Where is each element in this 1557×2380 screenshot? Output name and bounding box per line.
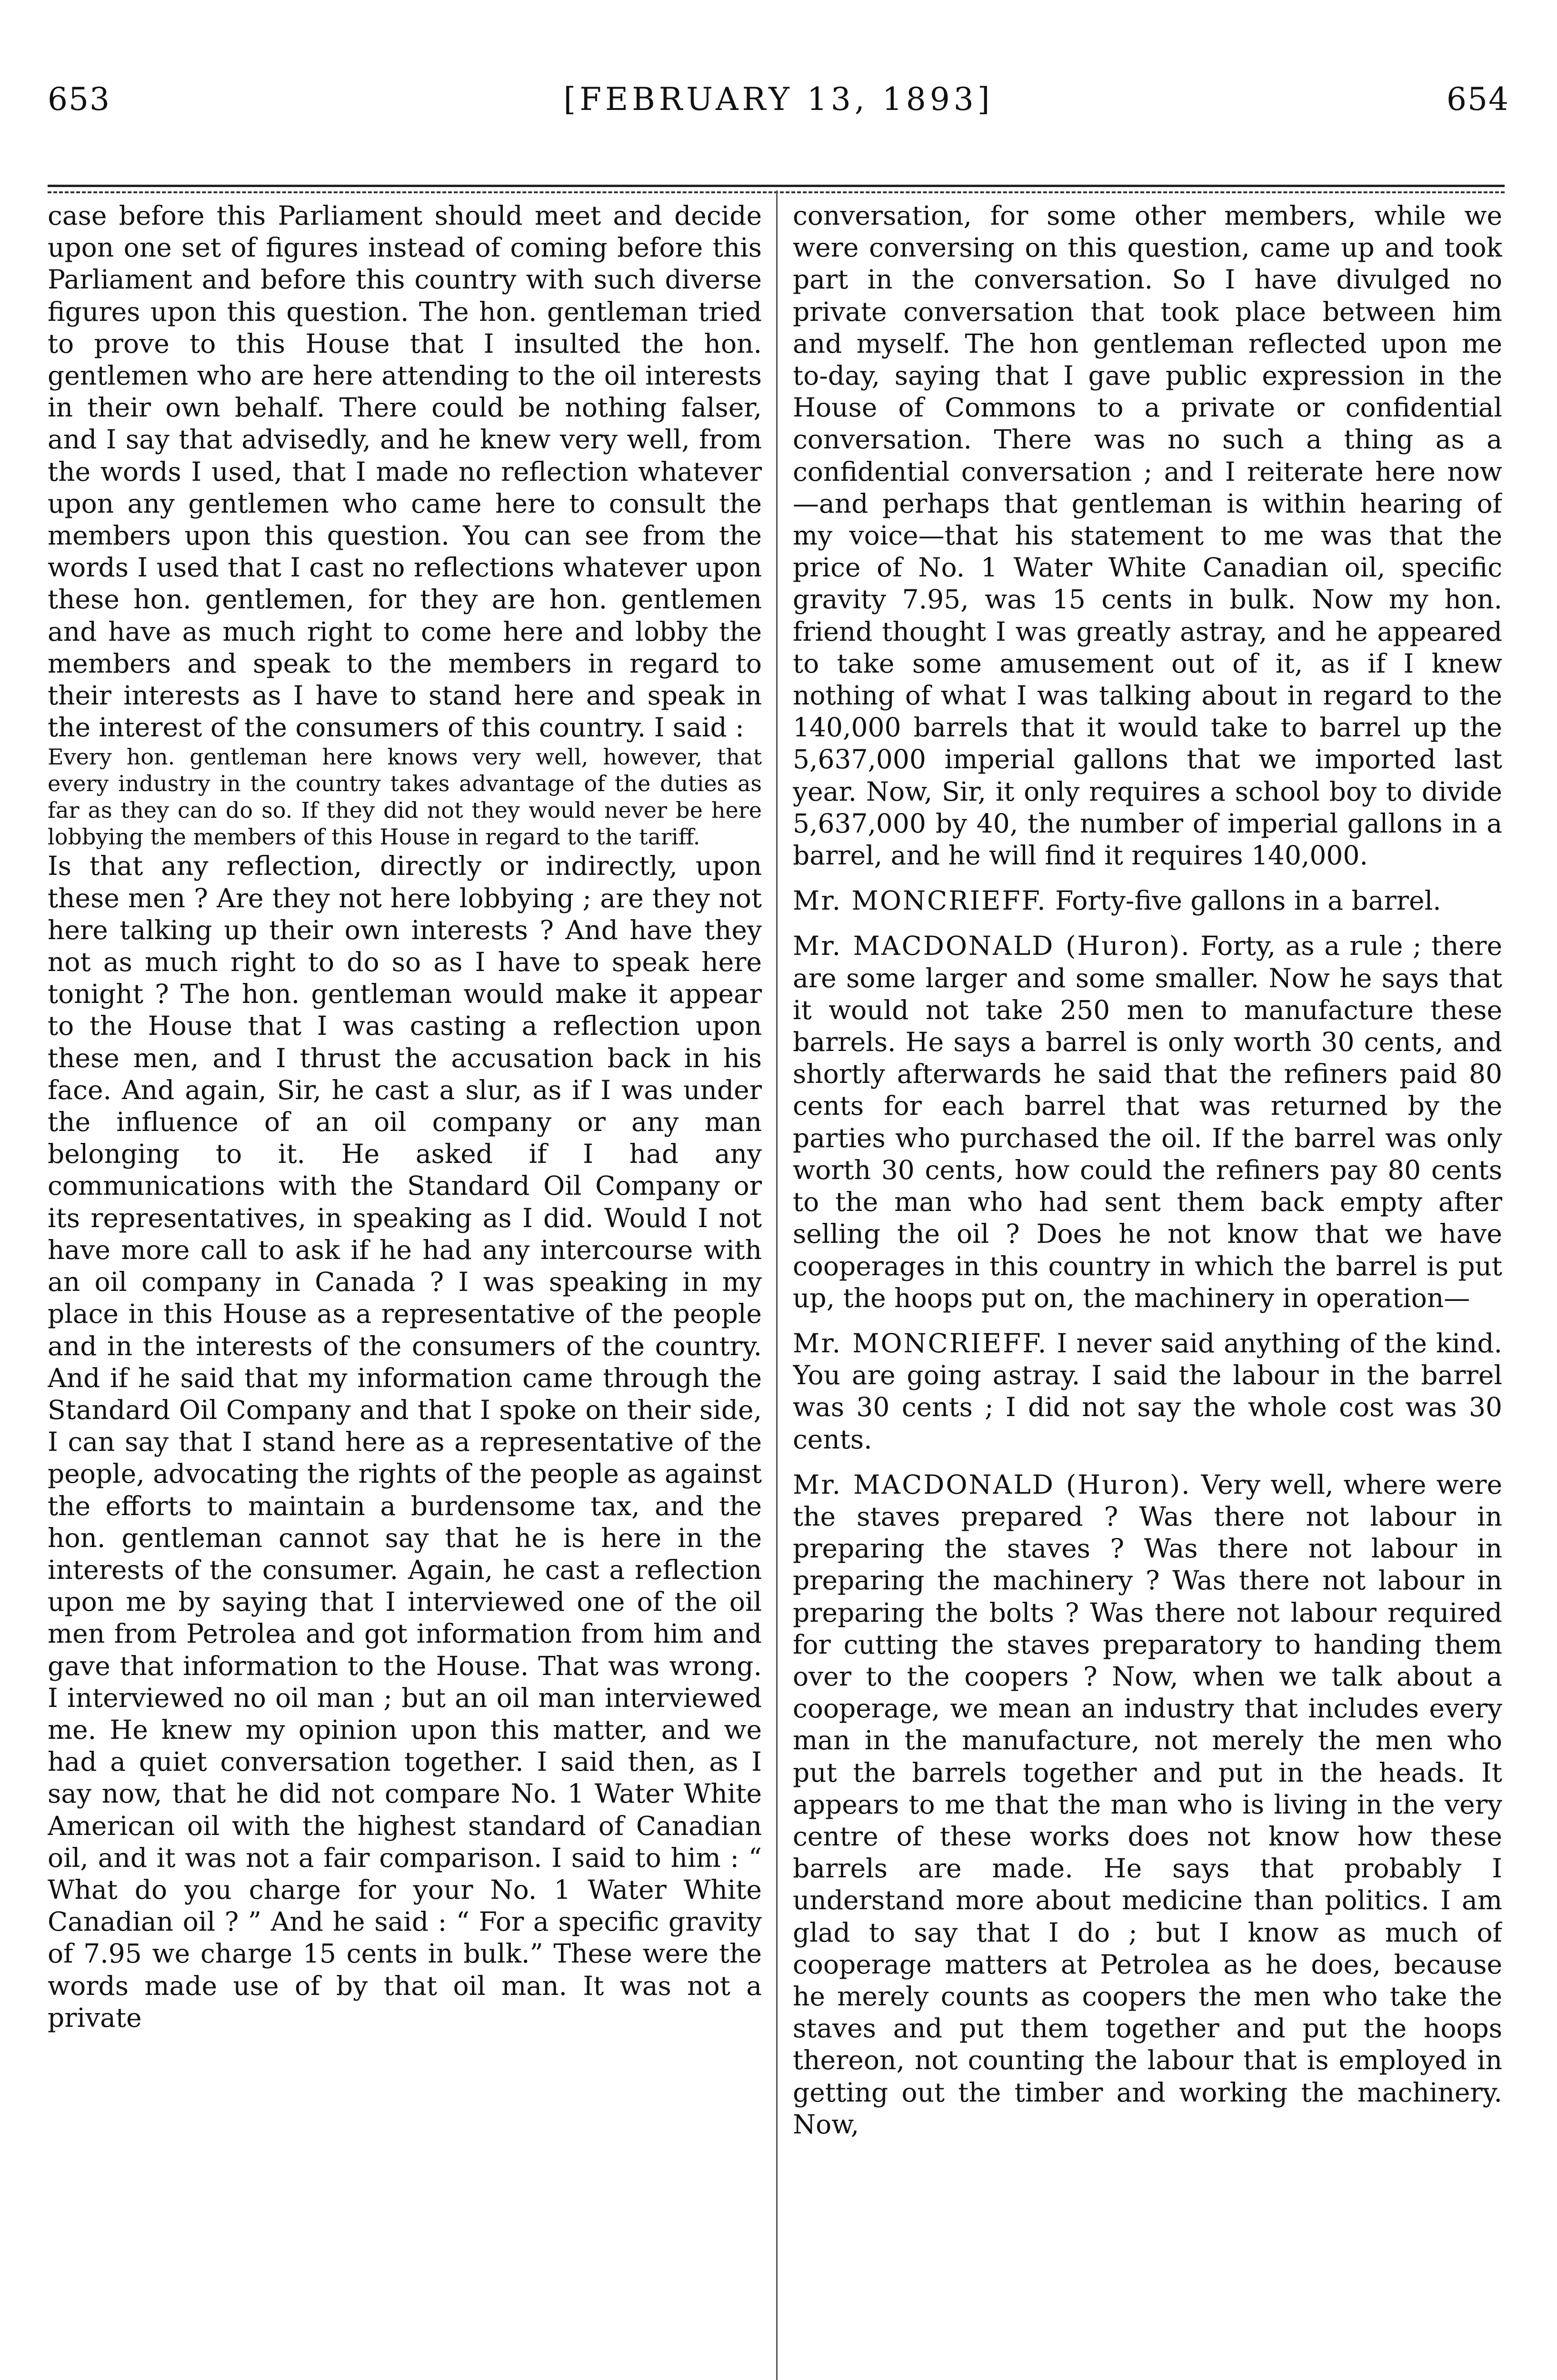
speaker-name: Mr. MACDONALD (Huron). <box>793 1469 1191 1500</box>
column-divider <box>776 190 778 2380</box>
page-number-left: 653 <box>48 81 110 118</box>
header-date: [FEBRUARY 13, 1893] <box>563 81 994 118</box>
right-paragraph-1: conversation, for some other members, while we were conversing on this question, came up and took part in the conversation. So I have divulged no private conversation that took place between him and myself. The hon gentleman reflected upon me to-day, saying that I gave public expression in the House of Commons to a private or confidential conversation. There was no such a thing as a confidential conversation ; and I reiterate here now—and perhaps that gentleman is within hearing of my voice—that his statement to me was that the price of No. 1 Water White Canadian oil, specific gravity 7.95, was 15 cents in bulk. Now my hon. friend thought I was greatly astray, and he appeared to take some amusement out of it, as if I knew nothing of what I was talking about in regard to the 140,000 barrels that it would take to barrel up the 5,637,000 imperial gallons that we imported last year. Now, Sir, it only requires a school boy to divide 5,637,000 by 40, the number of imperial gallons in a barrel, and he will find it requires 140,000. <box>793 200 1502 871</box>
left-column <box>48 200 762 2361</box>
speech-moncrieff-2 <box>793 1328 1502 1456</box>
speaker-name: Mr. MONCRIEFF. <box>793 1328 1048 1359</box>
speech-macdonald-2 <box>793 1469 1502 2141</box>
quoted-passage: Every hon. gentleman here knows very well, however, that every industry in the country takes advantage of the duties as far as they can do so. If they did not they would never be here lobbying the members of this House in regard to the tariff. <box>48 744 762 850</box>
speech-moncrieff-1 <box>793 885 1502 917</box>
left-paragraph-2: Is that any reflection, directly or indirectly, upon these men ? Are they not here lobbying ; are they not here talking up their own interests ? And have they not as much right to do so as I have to speak here tonight ? The hon. gentleman would make it appear to the House that I was casting a reflection upon these men, and I thrust the accusation back in his face. And again, Sir, he cast a slur, as if I was under the influence of an oil company or any man belonging to it. He asked if I had any communications with the Standard Oil Company or its representatives, in speaking as I did. Would I not have more call to ask if he had any intercourse with an oil company in Canada ? I was speaking in my place in this House as a representative of the people and in the interests of the consumers of the country. And if he said that my information came through the Standard Oil Company and that I spoke on their side, I can say that I stand here as a representative of the people, advocating the rights of the people as against the efforts to maintain a burdensome tax, and the hon. gentleman cannot say that he is here in the interests of the consumer. Again, he cast a reflection upon me by saying that I interviewed one of the oil men from Petrolea and got information from him and gave that information to the House. That was wrong. I interviewed no oil man ; but an oil man interviewed me. He knew my opinion upon this matter, and we had a quiet conversation together. I said then, as I say now, that he did not compare No. 1 Water White American oil with the highest standard of Canadian oil, and it was not a fair comparison. I said to him : “ What do you charge for your No. 1 Water White Canadian oil ? ” And he said : “ For a specific gravity of 7.95 we charge 15 cents in bulk.” These were the words made use of by that oil man. It was not a private <box>48 851 762 2033</box>
left-paragraph-1: case before this Parliament should meet and decide upon one set of figures instead of coming before this Parliament and before this country with such diverse figures upon this question. The hon. gentleman tried to prove to this House that I insulted the hon. gentlemen who are here attending to the oil interests in their own behalf. There could be nothing falser, and I say that advisedly, and he knew very well, from the words I used, that I made no reflection whatever upon any gentlemen who came here to consult the members upon this question. You can see from the words I used that I cast no reflections whatever upon these hon. gentlemen, for they are hon. gentlemen and have as much right to come here and lobby the members and speak to the members in regard to their interests as I have to stand here and speak in the interest of the consumers of this country. I said : <box>48 200 762 743</box>
speech-macdonald-1 <box>793 930 1502 1314</box>
speech-text: Very well, where were the staves prepared ? Was there not labour in preparing the staves ? Was there not labour in preparing the machinery ? Was there not labour in preparing the bolts ? Was there not labour required for cutting the staves preparatory to handing them over to the coopers ? Now, when we talk about a cooperage, we mean an industry that includes every man in the manufacture, not merely the men who put the barrels together and put in the heads. It appears to me that the man who is living in the very centre of these works does not know how these barrels are made. He says that probably I understand more about medicine than politics. I am glad to say that I do ; but I know as much of cooperage matters at Petrolea as he does, because he merely counts as coopers the men who take the staves and put them together and put the hoops thereon, not counting the labour that is employed in getting out the timber and working the machinery. Now, <box>793 1469 1502 2140</box>
page-header <box>48 71 1509 124</box>
speaker-name: Mr. MACDONALD (Huron). <box>793 931 1191 962</box>
speech-text: Forty, as a rule ; there are some larger and some smaller. Now he says that it would not take 250 men to manufacture these barrels. He says a barrel is only worth 30 cents, and shortly afterwards he said that the refiners paid 80 cents for each barrel that was returned by the parties who purchased the oil. If the barrel was only worth 30 cents, how could the refiners pay 80 cents to the man who had sent them back empty after selling the oil ? Does he not know that we have cooperages in this country in which the barrel is put up, the hoops put on, the machinery in operation— <box>793 931 1502 1313</box>
header-rule <box>48 185 1505 187</box>
page-number-right: 654 <box>1447 81 1509 118</box>
speech-text: Forty-five gallons in a barrel. <box>1055 885 1441 916</box>
right-column <box>793 200 1502 2361</box>
speaker-name: Mr. MONCRIEFF. <box>793 885 1047 916</box>
speech-text: I never said anything of the kind. You are going astray. I said the labour in the barrel was 30 cents ; I did not say the whole cost was 30 cents. <box>793 1328 1502 1455</box>
